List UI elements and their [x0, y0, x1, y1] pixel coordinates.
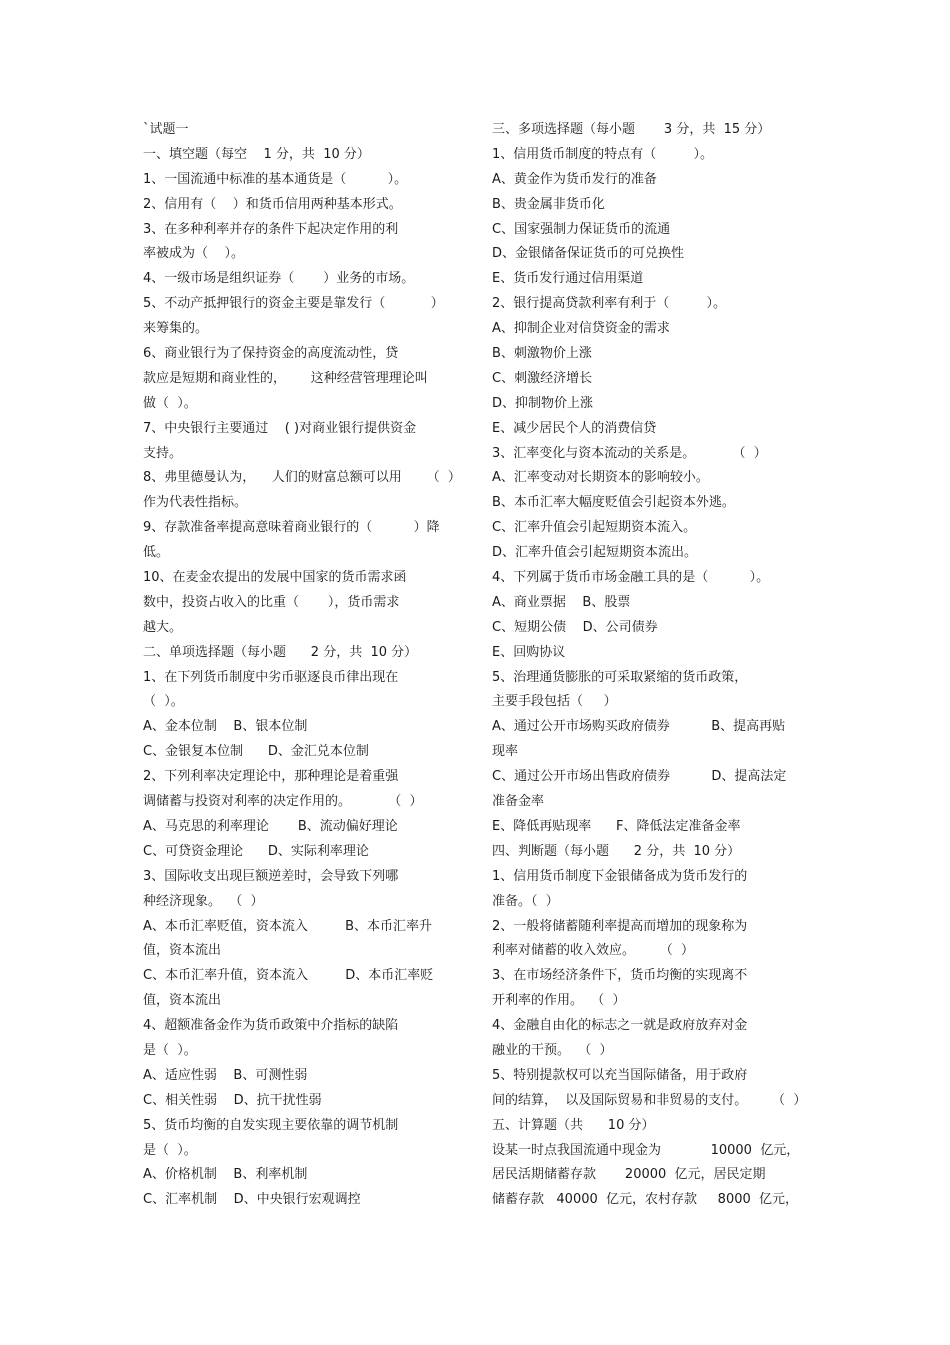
- text-line: 低。: [143, 545, 170, 561]
- left-column: [143, 118, 473, 1213]
- text-line: D、抑制物价上涨: [492, 395, 594, 411]
- text-line: 主要手段包括（ ）: [492, 694, 617, 710]
- right-column: [492, 118, 822, 1213]
- text-line: 率被成为（ ）。: [143, 246, 245, 262]
- text-line: 一、填空题（每空 1 分，共 10 分）: [143, 146, 370, 162]
- text-line: C、金银复本位制 D、金汇兑本位制: [143, 744, 369, 760]
- text-line: 6、商业银行为了保持资金的高度流动性，贷: [143, 346, 399, 362]
- text-line: B、刺激物价上涨: [492, 346, 592, 362]
- text-line: C、刺激经济增长: [492, 370, 593, 386]
- text-line: C、本币汇率升值，资本流入 D、本币汇率贬: [143, 968, 434, 984]
- text-line: 值，资本流出: [143, 993, 222, 1009]
- text-line: 现率: [492, 744, 519, 760]
- text-line: C、可贷资金理论 D、实际利率理论: [143, 843, 369, 859]
- text-line: （ ）。: [143, 694, 184, 710]
- text-line: E、货币发行通过信用渠道: [492, 271, 644, 287]
- text-line: 三、多项选择题（每小题 3 分，共 15 分）: [492, 122, 771, 137]
- text-line: 5、不动产抵押银行的资金主要是靠发行（ ）: [143, 296, 444, 312]
- text-line: 融业的干预。 （ ）: [492, 1042, 613, 1058]
- text-line: 8、弗里德曼认为， 人们的财富总额可以用 （ ）: [143, 470, 461, 486]
- text-line: `试题一: [143, 122, 189, 137]
- text-line: C、通过公开市场出售政府债券 D、提高法定: [492, 769, 787, 785]
- text-line: C、汇率机制 D、中央银行宏观调控: [143, 1192, 361, 1208]
- text-line: 1、一国流通中标准的基本通货是（ ）。: [143, 171, 408, 187]
- text-line: 开利率的作用。 （ ）: [492, 993, 626, 1009]
- text-line: 是（ ）。: [143, 1042, 197, 1058]
- text-line: A、适应性弱 B、可测性弱: [143, 1067, 308, 1083]
- text-line: 10、在麦金农提出的发展中国家的货币需求函: [143, 570, 407, 586]
- text-line: E、降低再贴现率 F、降低法定准备金率: [492, 818, 741, 834]
- text-line: D、金银储备保证货币的可兑换性: [492, 246, 685, 262]
- text-line: 4、超额准备金作为货币政策中介指标的缺陷: [143, 1018, 399, 1034]
- text-line: 准备金率: [492, 794, 545, 810]
- text-line: A、黄金作为货币发行的准备: [492, 171, 657, 187]
- text-line: 是（ ）。: [143, 1142, 197, 1158]
- text-line: 款应是短期和商业性的， 这种经营管理理论叫: [143, 370, 428, 386]
- text-line: 1、在下列货币制度中劣币驱逐良币律出现在: [143, 669, 399, 685]
- text-line: 间的结算， 以及国际贸易和非贸易的支付。 （ ）: [492, 1092, 807, 1108]
- text-line: 来筹集的。: [143, 321, 209, 337]
- text-line: 四、判断题（每小题 2 分，共 10 分）: [492, 843, 741, 859]
- text-line: 9、存款准备率提高意味着商业银行的（ ）降: [143, 520, 440, 536]
- text-line: 值，资本流出: [143, 943, 222, 959]
- text-line: 越大。: [143, 619, 183, 635]
- text-line: 五、计算题（共 10 分）: [492, 1117, 655, 1133]
- text-line: A、价格机制 B、利率机制: [143, 1167, 308, 1183]
- text-line: C、短期公债 D、公司债券: [492, 619, 658, 635]
- text-line: 3、在多种利率并存的条件下起决定作用的利: [143, 221, 399, 237]
- text-line: 2、一般将储蓄随利率提高而增加的现象称为: [492, 918, 748, 934]
- text-line: 4、金融自由化的标志之一就是政府放弃对金: [492, 1018, 748, 1034]
- text-line: 1、信用货币制度的特点有（ ）。: [492, 146, 713, 162]
- text-line: 调储蓄与投资对利率的决定作用的。 （ ）: [143, 794, 423, 810]
- text-line: 居民活期储蓄存款 20000 亿元，居民定期: [492, 1167, 766, 1183]
- text-line: 作为代表性指标。: [143, 495, 248, 511]
- text-line: 种经济现象。 （ ）: [143, 893, 264, 909]
- text-line: 3、国际收支出现巨额逆差时，会导致下列哪: [143, 868, 399, 884]
- text-line: B、本币汇率大幅度贬值会引起资本外逃。: [492, 495, 735, 511]
- text-line: A、商业票据 B、股票: [492, 594, 631, 610]
- text-line: 储蓄存款 40000 亿元，农村存款 8000 亿元，: [492, 1192, 799, 1208]
- text-line: 3、在市场经济条件下，货币均衡的实现离不: [492, 968, 748, 984]
- text-line: 支持。: [143, 445, 183, 461]
- text-line: 2、下列利率决定理论中，那种理论是着重强: [143, 769, 399, 785]
- text-line: C、相关性弱 D、抗干扰性弱: [143, 1092, 322, 1108]
- text-line: E、回购协议: [492, 644, 566, 660]
- text-line: 7、中央银行主要通过 ( )对商业银行提供资金: [143, 420, 417, 436]
- text-line: D、汇率升值会引起短期资本流出。: [492, 545, 698, 561]
- text-line: A、本币汇率贬值，资本流入 B、本币汇率升: [143, 918, 433, 934]
- text-line: 1、信用货币制度下金银储备成为货币发行的: [492, 868, 748, 884]
- text-line: A、金本位制 B、银本位制: [143, 719, 308, 735]
- text-line: A、汇率变动对长期资本的影响较小。: [492, 470, 709, 486]
- text-line: C、汇率升值会引起短期资本流入。: [492, 520, 697, 536]
- text-line: B、贵金属非货币化: [492, 196, 605, 212]
- text-line: C、国家强制力保证货币的流通: [492, 221, 671, 237]
- text-line: 5、货币均衡的自发实现主要依靠的调节机制: [143, 1117, 399, 1133]
- text-line: A、抑制企业对信贷资金的需求: [492, 321, 670, 337]
- text-line: 利率对储蓄的收入效应。 （ ）: [492, 943, 695, 959]
- text-line: 3、汇率变化与资本流动的关系是。 （ ）: [492, 445, 767, 461]
- text-line: 2、信用有（ ）和货币信用两种基本形式。: [143, 196, 402, 212]
- text-line: 二、单项选择题（每小题 2 分，共 10 分）: [143, 644, 418, 660]
- text-line: 2、银行提高贷款利率有利于（ ）。: [492, 296, 726, 312]
- text-line: 5、特别提款权可以充当国际储备，用于政府: [492, 1067, 748, 1083]
- text-line: 设某一时点我国流通中现金为 10000 亿元，: [492, 1142, 800, 1158]
- text-line: E、减少居民个人的消费信贷: [492, 420, 657, 436]
- text-line: A、通过公开市场购买政府债券 B、提高再贴: [492, 719, 786, 735]
- text-line: 4、一级市场是组织证券（ ）业务的市场。: [143, 271, 415, 287]
- text-line: 4、下列属于货币市场金融工具的是（ ）。: [492, 570, 770, 586]
- text-line: 5、治理通货膨胀的可采取紧缩的货币政策，: [492, 669, 748, 685]
- text-line: 做（ ）。: [143, 395, 197, 411]
- text-line: A、马克思的利率理论 B、流动偏好理论: [143, 818, 398, 834]
- text-line: 准备。（ ）: [492, 893, 559, 909]
- text-line: 数中，投资占收入的比重（ ），货币需求: [143, 594, 400, 610]
